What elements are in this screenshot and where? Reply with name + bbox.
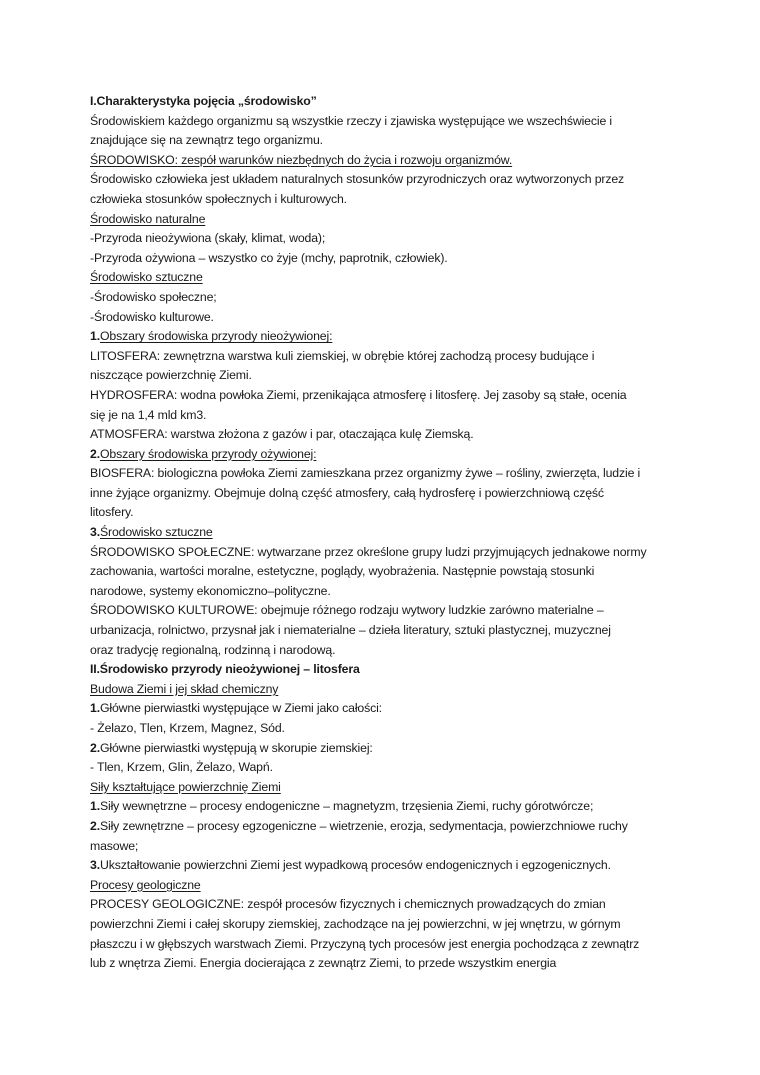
- text-line: [90, 778, 680, 798]
- text-line: [90, 562, 680, 582]
- paragraph-text: znajdujące się na zewnątrz tego organizmu.: [90, 133, 323, 148]
- text-line: [90, 484, 680, 504]
- text-line: [90, 935, 680, 955]
- section-heading: I.Charakterystyka pojęcia „środowisko”: [90, 94, 317, 108]
- paragraph-text: płaszczu i w głębszych warstwach Ziemi. Przyczyną tych procesów jest energia pochodząca z zewnątrz: [90, 936, 640, 951]
- text-line: [90, 582, 680, 602]
- paragraph-text: litosfery.: [90, 505, 134, 520]
- text-line: [90, 170, 680, 190]
- text-line: [90, 288, 680, 308]
- text-line: [90, 660, 680, 680]
- definition-term: ŚRODOWISKO:: [90, 152, 178, 167]
- text-line: [90, 856, 680, 876]
- text-line: [90, 601, 680, 621]
- paragraph-text: - Żelazo, Tlen, Krzem, Magnez, Sód.: [90, 721, 285, 735]
- text-line: [90, 739, 680, 759]
- paragraph-text: BIOSFERA: biologiczna powłoka Ziemi zamieszkana przez organizmy żywe – rośliny, zwierzęta, ludzie i: [90, 466, 641, 481]
- text-line: [90, 543, 680, 563]
- list-number: 3.: [90, 858, 100, 873]
- paragraph-text: powierzchni Ziemi i całej skorupy ziemskiej, zachodzące na jej powierzchni, w jej wnętrzu, w górnym: [90, 916, 621, 931]
- paragraph-text: lub z wnętrza Ziemi. Energia docierająca z zewnątrz Ziemi, to przede wszystkim energia: [90, 956, 557, 971]
- list-number: 3.: [90, 525, 100, 540]
- section-heading: II.Środowisko przyrody nieożywionej – litosfera: [90, 662, 360, 677]
- text-line: [90, 817, 680, 837]
- text-line: [90, 797, 680, 817]
- text-line: [90, 249, 680, 269]
- text-line: [90, 386, 680, 406]
- text-line: [90, 445, 680, 465]
- text-line: [90, 758, 680, 778]
- text-line: [90, 425, 680, 445]
- list-number: 1.: [90, 329, 100, 344]
- paragraph-text: ATMOSFERA: warstwa złożona z gazów i par, otaczająca kulę Ziemską.: [90, 427, 474, 442]
- list-item-text: Główne pierwiastki występują w skorupie ziemskiej:: [99, 740, 373, 755]
- paragraph-text: ŚRODOWISKO SPOŁECZNE: wytwarzane przez określone grupy ludzi przyjmujących jednakowe normy: [90, 544, 647, 559]
- paragraph-text: niszczące powierzchnię Ziemi.: [90, 368, 252, 383]
- text-line: [90, 915, 680, 935]
- subheading: Siły kształtujące powierzchnię Ziemi: [90, 779, 281, 794]
- document-body: [90, 92, 680, 974]
- paragraph-text: -Środowisko kulturowe.: [90, 309, 214, 324]
- paragraph-text: Środowiskiem każdego organizmu są wszystkie rzeczy i zjawiska występujące we wszechświecie i: [90, 113, 612, 128]
- text-line: [90, 229, 680, 249]
- text-line: [90, 151, 680, 171]
- text-line: [90, 112, 680, 132]
- paragraph-text: - Tlen, Krzem, Glin, Żelazo, Wapń.: [90, 760, 273, 775]
- text-line: [90, 954, 680, 974]
- list-number: 2.: [90, 740, 100, 755]
- list-item-text: Główne pierwiastki występujące w Ziemi jako całości:: [99, 701, 382, 716]
- list-item-text: Siły zewnętrzne – procesy egzogeniczne – wietrzenie, erozja, sedymentacja, powierzchniowe ruchy: [99, 818, 628, 833]
- paragraph-text: -Przyroda ożywiona – wszystko co żyje (mchy, paprotnik, człowiek).: [90, 250, 448, 265]
- text-line: [90, 680, 680, 700]
- list-number: 1.: [90, 799, 100, 814]
- text-line: [90, 210, 680, 230]
- paragraph-text: masowe;: [90, 838, 139, 853]
- text-line: [90, 641, 680, 661]
- text-line: [90, 837, 680, 857]
- list-number: 1.: [90, 701, 100, 716]
- list-item-text: Siły wewnętrzne – procesy endogeniczne – magnetyzm, trzęsienia Ziemi, ruchy górotwórcze;: [99, 799, 594, 814]
- definition: [90, 153, 512, 167]
- paragraph-text: ŚRODOWISKO KULTUROWE: obejmuje różnego rodzaju wytwory ludzkie zarówno materialne –: [90, 603, 604, 618]
- paragraph-text: oraz tradycję regionalną, rodzinną i narodową.: [90, 642, 336, 657]
- numbered-subheading: Środowisko sztuczne: [99, 525, 213, 540]
- paragraph-text: urbanizacja, rolnictwo, przysnał jak i niematerialne – dzieła literatury, sztuki plastycznej, muzycznej: [90, 623, 611, 638]
- numbered-subheading: Obszary środowiska przyrody nieożywionej:: [99, 329, 333, 344]
- subheading: Budowa Ziemi i jej skład chemiczny: [90, 681, 279, 696]
- paragraph-text: -Środowisko społeczne;: [90, 289, 217, 304]
- text-line: [90, 131, 680, 151]
- definition-text: zespół warunków niezbędnych do życia i rozwoju organizmów.: [177, 152, 513, 167]
- subheading: Procesy geologiczne: [90, 877, 201, 892]
- text-line: [90, 895, 680, 915]
- text-line: [90, 406, 680, 426]
- text-line: [90, 268, 680, 288]
- text-line: [90, 190, 680, 210]
- paragraph-text: HYDROSFERA: wodna powłoka Ziemi, przenikająca atmosferę i litosferę. Jej zasoby są stałe, ocenia: [90, 387, 627, 402]
- text-line: [90, 876, 680, 896]
- text-line: [90, 523, 680, 543]
- text-line: [90, 347, 680, 367]
- paragraph-text: PROCESY GEOLOGICZNE: zespół procesów fizycznych i chemicznych prowadzących do zmian: [90, 897, 606, 912]
- text-line: [90, 699, 680, 719]
- paragraph-text: -Przyroda nieożywiona (skały, klimat, woda);: [90, 231, 326, 246]
- paragraph-text: się je na 1,4 mld km3.: [90, 407, 207, 422]
- paragraph-text: LITOSFERA: zewnętrzna warstwa kuli ziemskiej, w obrębie której zachodzą procesy budujące i: [90, 348, 595, 363]
- list-number: 2.: [90, 818, 100, 833]
- list-number: 2.: [90, 446, 100, 461]
- text-line: [90, 503, 680, 523]
- text-line: [90, 92, 680, 112]
- subheading: Środowisko naturalne: [90, 211, 206, 226]
- paragraph-text: inne żyjące organizmy. Obejmuje dolną część atmosfery, całą hydrosferę i powierzchniową część: [90, 485, 604, 500]
- paragraph-text: Środowisko człowieka jest układem naturalnych stosunków przyrodniczych oraz wytworzonych przez: [90, 172, 625, 187]
- paragraph-text: człowieka stosunków społecznych i kulturowych.: [90, 191, 347, 206]
- paragraph-text: zachowania, wartości moralne, estetyczne, poglądy, wyobrażenia. Następnie powstają stosunki: [90, 564, 595, 579]
- text-line: [90, 366, 680, 386]
- text-line: [90, 621, 680, 641]
- numbered-subheading: Obszary środowiska przyrody ożywionej:: [99, 446, 317, 461]
- text-line: [90, 327, 680, 347]
- subheading: Środowisko sztuczne: [90, 270, 203, 285]
- text-line: [90, 308, 680, 328]
- text-line: [90, 719, 680, 739]
- paragraph-text: narodowe, systemy ekonomiczno–polityczne.: [90, 583, 331, 598]
- list-item-text: Ukształtowanie powierzchni Ziemi jest wypadkową procesów endogenicznych i egzogenicznych.: [99, 858, 611, 873]
- text-line: [90, 464, 680, 484]
